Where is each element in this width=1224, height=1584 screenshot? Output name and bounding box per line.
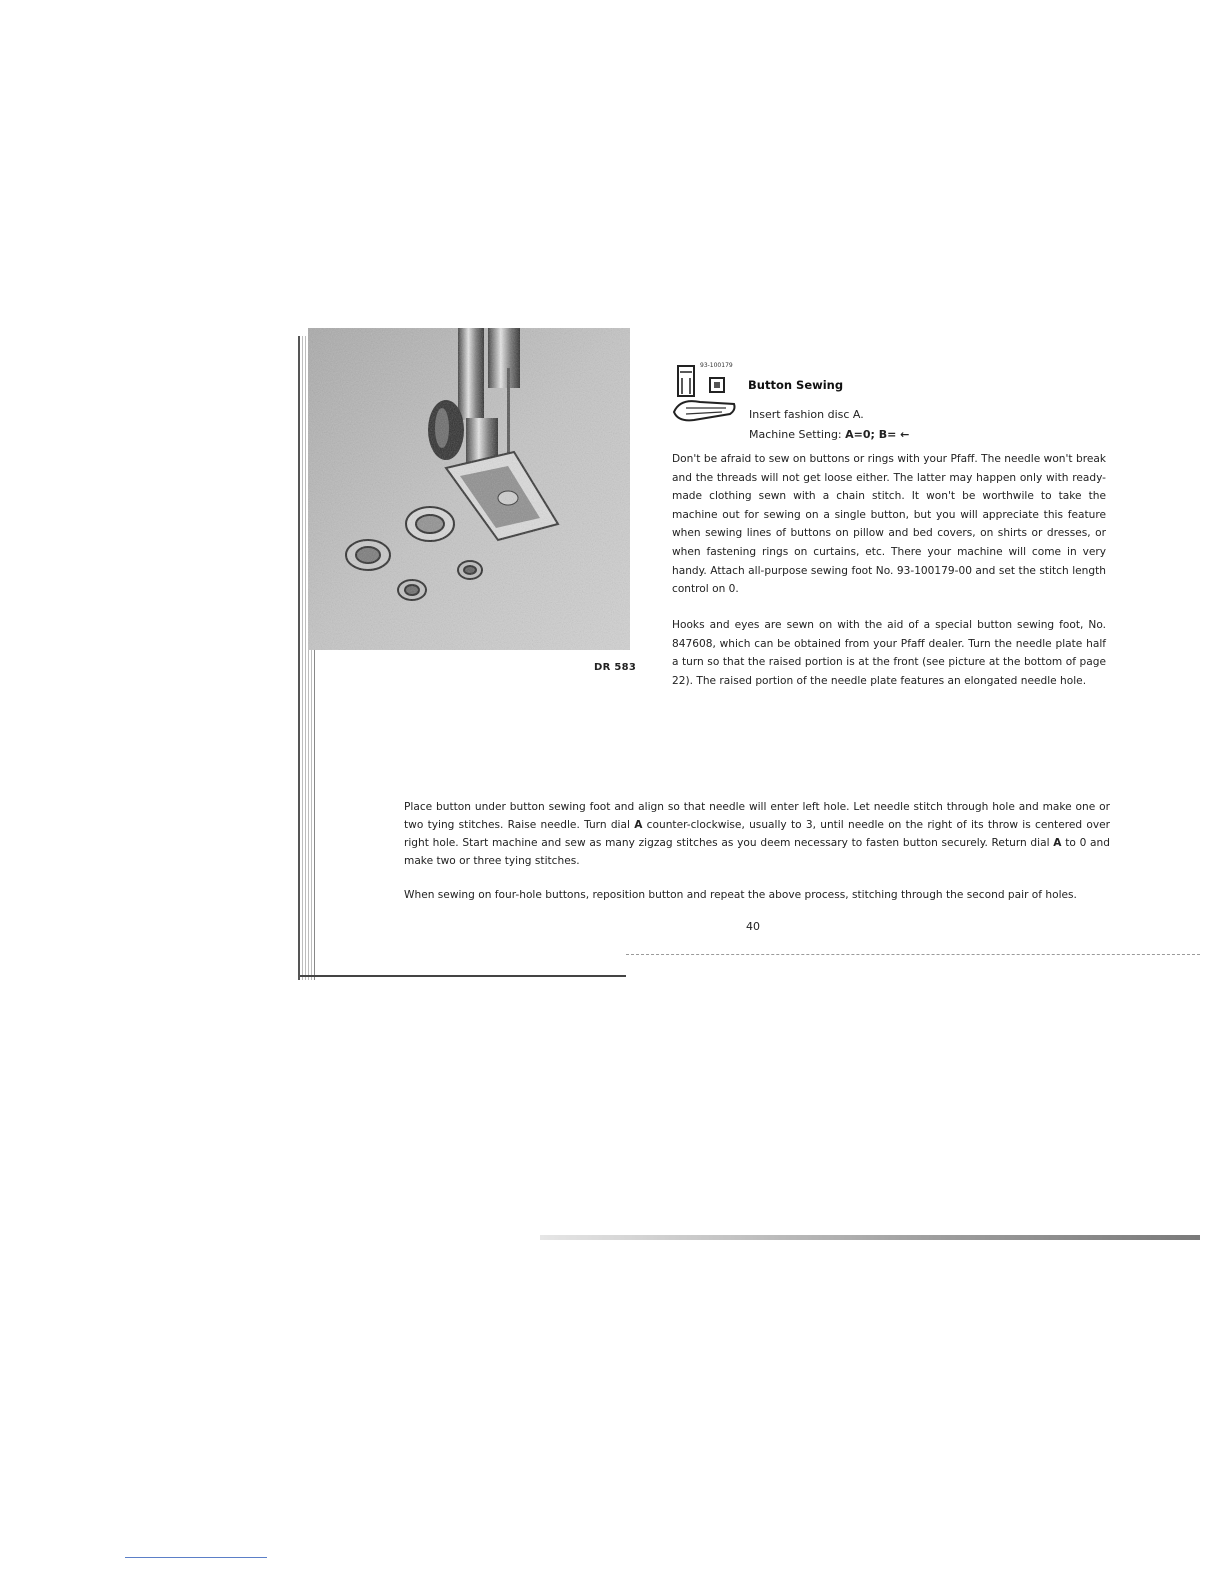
figure-caption: DR 583 bbox=[594, 662, 637, 673]
hooks-eyes-paragraph: Hooks and eyes are sewn on with the aid of a special button sewing foot, No. 847608, which can be obtained from your Pfaff dealer. Turn the needle plate half a turn so that the raised portion is at the front (see picture at the bottom of page 22). The raised portion of the needle plate features an elongated needle hole. bbox=[672, 619, 1106, 687]
procedure-text-start: Place button under button sewing foot and align so that needle will enter left hole. Let needle stitch through hole and make one or two tying stitches. Raise needle. Turn dial bbox=[404, 801, 1110, 831]
insert-disc-line: Insert fashion disc A. bbox=[749, 408, 864, 421]
intro-paragraph: Don't be afraid to sew on buttons or rings with your Pfaff. The needle won't break and the threads will not get loose either. The latter may happen only with ready-made clothing sewn with a chain stitch. It won't be worthwile to take the machine out for sewing on a single button, but you will appreciate this feature when sewing lines of buttons on pillow and bed covers, on shirts or dresses, or when fastening rings on curtains, etc. There your machine will come in very handy. Attach all-purpose sewing foot No. 93-100179-00 and set the stitch length control on 0. bbox=[672, 453, 1106, 596]
page-bottom-rule bbox=[626, 954, 1200, 955]
four-hole-paragraph: When sewing on four-hole buttons, reposition button and repeat the above process, stitching through the second pair of holes. bbox=[404, 889, 1077, 901]
foot-part-number: 93-100179 bbox=[700, 362, 733, 369]
scan-blue-line bbox=[125, 1557, 267, 1558]
dial-a-label-return: A bbox=[1053, 837, 1062, 849]
procedure-text-end: to 0 and make two or three tying stitches. bbox=[404, 837, 1110, 867]
scan-shadow-band bbox=[540, 1235, 1200, 1240]
machine-setting-values: A=0; B= ← bbox=[845, 428, 910, 441]
procedure-text-middle: counter-clockwise, usually to 3, until needle on the right of its throw is centered over right hole. Start machine and sew as many zigzag stitches as you deem necessary to fasten button securely. Return dial bbox=[404, 819, 1110, 849]
button-procedure-paragraph bbox=[404, 798, 1110, 870]
button-sewing-photo bbox=[308, 328, 630, 650]
dial-a-label: A bbox=[634, 819, 643, 831]
page-number: 40 bbox=[746, 920, 760, 933]
machine-setting-label: Machine Setting: bbox=[749, 428, 842, 441]
book-page-bottom-edge bbox=[300, 975, 626, 977]
section-heading: Button Sewing bbox=[748, 378, 844, 392]
machine-setting-line bbox=[749, 428, 909, 441]
